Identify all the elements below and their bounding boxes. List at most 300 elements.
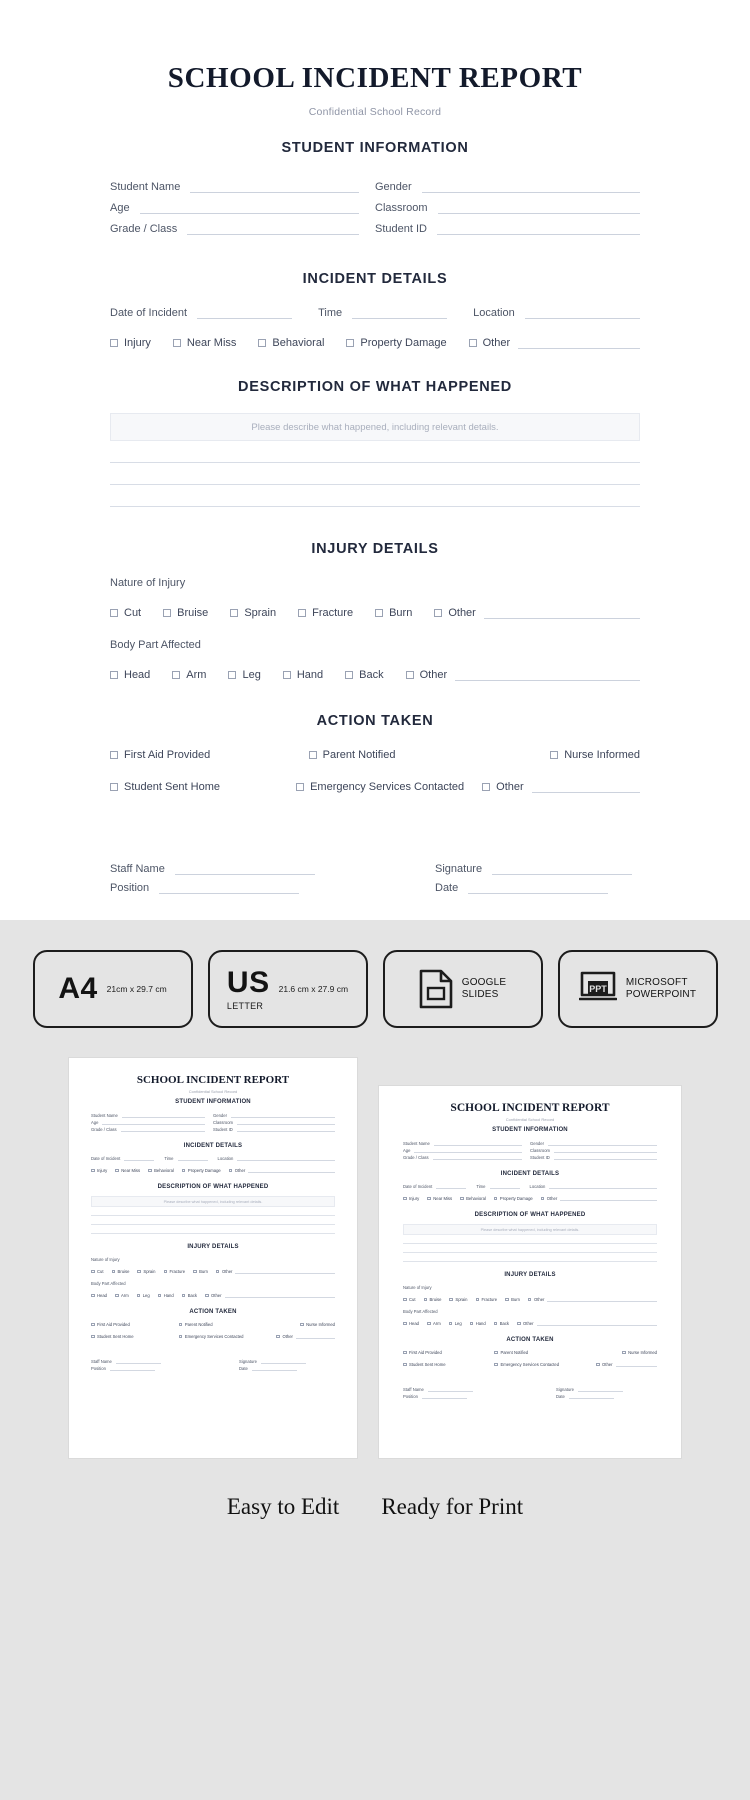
checkbox-label: Injury	[124, 337, 151, 349]
thumb-ruled-line	[403, 1244, 657, 1253]
thumb-checkbox-label: First Aid Provided	[97, 1322, 130, 1327]
checkbox-icon	[182, 1294, 186, 1298]
field-input-line[interactable]	[187, 223, 359, 235]
field-classroom[interactable]	[375, 197, 640, 214]
format-google-line2: SLIDES	[461, 989, 499, 1000]
thumb-line	[296, 1335, 335, 1339]
thumb-checkbox	[403, 1350, 494, 1355]
thumb-body-label: Body Part Affected	[403, 1309, 438, 1314]
thumb-checkbox	[494, 1362, 596, 1367]
thumb-field-label: Signature	[239, 1359, 257, 1364]
caption-easy-to-edit: Easy to Edit	[226, 1494, 340, 1519]
thumb-checkbox-other	[541, 1196, 657, 1201]
thumb-checkbox	[137, 1293, 150, 1298]
checkbox-label: Property Damage	[360, 337, 447, 349]
checkbox-icon	[460, 1197, 464, 1201]
feature-captions	[0, 1494, 750, 1520]
thumb-field	[530, 1139, 657, 1146]
field-label: Position	[110, 882, 150, 894]
signature-block	[110, 859, 640, 897]
description-ruled-line[interactable]	[110, 485, 640, 507]
thumb-checkbox	[115, 1168, 140, 1173]
checkbox-sprain[interactable]	[230, 607, 276, 619]
field-label: Date	[435, 882, 459, 894]
section-heading-injury: INJURY DETAILS	[311, 541, 439, 557]
page-title: SCHOOL INCIDENT REPORT	[167, 62, 583, 94]
nature-of-injury-label: Nature of Injury	[110, 577, 186, 589]
format-google-label	[462, 977, 507, 1002]
checkbox-other-group[interactable]	[469, 337, 511, 349]
thumb-field	[403, 1139, 522, 1146]
checkbox-label: Nurse Informed	[564, 749, 641, 761]
field-input-line[interactable]	[352, 307, 447, 319]
field-label: Location	[473, 307, 515, 319]
checkbox-icon[interactable]	[309, 751, 317, 759]
thumb-field	[91, 1118, 205, 1125]
checkbox-cut[interactable]	[110, 607, 141, 619]
powerpoint-badge-text: PPT	[589, 984, 607, 994]
thumb-checkbox-label: Fracture	[169, 1269, 186, 1274]
formats-section	[0, 920, 750, 1800]
field-student-id[interactable]	[375, 218, 640, 235]
description-ruled-line[interactable]	[110, 463, 640, 485]
thumb-checkbox	[182, 1293, 197, 1298]
thumb-action-row-1	[403, 1350, 657, 1355]
action-taken-row-2	[110, 781, 640, 793]
thumb-section-student: STUDENT INFORMATION	[492, 1127, 568, 1133]
thumb-checkbox-label: Emergency Services Contacted	[184, 1334, 244, 1339]
thumb-checkbox-label: Arm	[433, 1321, 441, 1326]
checkbox-label: Parent Notified	[322, 749, 396, 761]
field-input-line[interactable]	[484, 607, 640, 619]
thumb-checkbox-label: Other	[221, 1269, 233, 1274]
field-time[interactable]	[318, 307, 447, 319]
preview-thumbnail-us-letter[interactable]	[379, 1086, 681, 1458]
checkbox-arm[interactable]	[172, 669, 206, 681]
thumb-line	[436, 1185, 466, 1189]
checkbox-icon[interactable]	[110, 609, 118, 617]
incident-inline-fields	[110, 307, 640, 319]
thumb-line	[422, 1395, 467, 1399]
checkbox-action-other[interactable]	[482, 781, 640, 793]
thumb-section-action: ACTION TAKEN	[189, 1309, 237, 1315]
thumb-checkbox-label: Cut	[409, 1297, 416, 1302]
checkbox-icon[interactable]	[258, 339, 266, 347]
thumb-incident-inline	[403, 1184, 657, 1189]
thumb-ruled-line	[91, 1225, 335, 1234]
field-label: Date of Incident	[110, 307, 188, 319]
thumb-sig-left	[403, 1385, 530, 1399]
checkbox-icon[interactable]	[283, 671, 291, 679]
checkbox-burn[interactable]	[375, 607, 412, 619]
thumb-checkbox	[424, 1297, 442, 1302]
field-date[interactable]	[435, 878, 640, 894]
checkbox-icon	[112, 1270, 116, 1274]
thumb-field	[530, 1153, 657, 1160]
checkbox-icon[interactable]	[173, 339, 181, 347]
checkbox-label: Behavioral	[272, 337, 325, 349]
checkbox-nurse-informed[interactable]	[550, 749, 640, 761]
checkbox-label: Sprain	[244, 607, 277, 619]
thumb-checkbox-label: Student Sent Home	[97, 1334, 134, 1339]
preview-thumbnail-a4[interactable]	[69, 1058, 357, 1458]
checkbox-icon[interactable]	[406, 671, 414, 679]
checkbox-incident-other[interactable]	[469, 337, 640, 349]
thumb-field-label: Staff Name	[91, 1359, 112, 1364]
thumb-col-right	[213, 1111, 335, 1132]
format-us-name: US	[226, 965, 270, 999]
checkbox-parent-notified[interactable]	[309, 749, 396, 761]
thumb-field	[213, 1111, 335, 1118]
thumb-sig-right	[213, 1357, 335, 1371]
checkbox-icon[interactable]	[110, 751, 118, 759]
checkbox-icon	[427, 1197, 431, 1201]
checkbox-icon[interactable]	[296, 783, 304, 791]
thumb-checkbox	[158, 1293, 174, 1298]
thumb-field-label: Gender	[530, 1141, 544, 1146]
thumb-field	[556, 1392, 657, 1399]
thumb-line	[414, 1149, 522, 1153]
thumb-field-label: Staff Name	[403, 1387, 424, 1392]
thumb-checkbox	[449, 1297, 467, 1302]
thumb-checkbox-label: Hand	[163, 1293, 174, 1298]
format-badge-us-letter[interactable]	[208, 950, 368, 1028]
thumb-checkbox-label: Hand	[475, 1321, 486, 1326]
format-powerpoint-label	[626, 977, 696, 1002]
checkbox-injury[interactable]	[110, 337, 151, 349]
format-us-stack	[226, 965, 270, 1011]
student-fields-left-column	[110, 176, 375, 239]
checkbox-icon	[517, 1322, 521, 1326]
checkbox-icon	[494, 1322, 498, 1326]
thumb-checkbox	[403, 1321, 419, 1326]
thumb-field-label: Gender	[213, 1113, 227, 1118]
checkbox-icon[interactable]	[298, 609, 306, 617]
thumb-checkbox-label: Cut	[97, 1269, 104, 1274]
checkbox-icon[interactable]	[110, 671, 118, 679]
checkbox-icon[interactable]	[110, 783, 118, 791]
thumb-section-action: ACTION TAKEN	[506, 1337, 554, 1343]
thumb-checkbox	[193, 1269, 208, 1274]
thumb-checkbox-label: Bruise	[429, 1297, 442, 1302]
checkbox-label: Other	[496, 781, 524, 793]
format-a4-name: A4	[58, 972, 98, 1005]
checkbox-icon[interactable]	[346, 339, 354, 347]
thumb-field	[91, 1111, 205, 1118]
checkbox-icon	[91, 1294, 95, 1298]
thumb-ruled-line	[403, 1235, 657, 1244]
thumb-student-grid	[91, 1111, 335, 1132]
checkbox-icon[interactable]	[375, 609, 383, 617]
thumb-checkbox	[148, 1168, 174, 1173]
field-date-of-incident[interactable]	[110, 307, 292, 319]
thumb-line	[121, 1128, 205, 1132]
thumb-checkbox-label: Near Miss	[121, 1168, 141, 1173]
thumb-checkbox	[91, 1293, 107, 1298]
checkbox-icon[interactable]	[163, 609, 171, 617]
field-label: Age	[110, 202, 130, 214]
field-input-line[interactable]	[175, 863, 315, 875]
thumb-checkbox-label: Other	[533, 1297, 545, 1302]
format-badge-a4[interactable]	[33, 950, 193, 1028]
thumb-field-label: Student Name	[403, 1141, 430, 1146]
checkbox-leg[interactable]	[228, 669, 260, 681]
thumb-line	[237, 1121, 335, 1125]
thumb-checkbox	[427, 1196, 452, 1201]
thumb-checkbox-label: Behavioral	[466, 1196, 486, 1201]
field-signature[interactable]	[435, 859, 640, 875]
checkbox-icon	[91, 1323, 95, 1327]
checkbox-icon[interactable]	[172, 671, 180, 679]
checkbox-other-group[interactable]	[482, 781, 524, 793]
thumb-line	[122, 1114, 205, 1118]
thumb-action-row-2	[403, 1362, 657, 1367]
action-col-3	[482, 781, 640, 793]
description-ruled-line[interactable]	[110, 441, 640, 463]
checkbox-icon[interactable]	[434, 609, 442, 617]
format-ppt-line1: MICROSOFT	[625, 976, 688, 988]
action-col-3	[463, 749, 640, 761]
document-subtitle: Confidential School Record	[308, 106, 442, 118]
description-textarea[interactable]	[110, 413, 640, 441]
thumb-field-label: Grade / Class	[91, 1127, 117, 1132]
thumb-line	[124, 1157, 154, 1161]
body-part-affected-label: Body Part Affected	[110, 639, 201, 651]
thumb-field	[403, 1146, 522, 1153]
section-heading-description: DESCRIPTION OF WHAT HAPPENED	[238, 379, 512, 395]
checkbox-icon	[494, 1351, 498, 1355]
thumb-field-label: Time	[164, 1156, 174, 1161]
checkbox-icon	[449, 1298, 453, 1302]
checkbox-property-damage[interactable]	[346, 337, 446, 349]
thumb-checkbox-label: Nurse Informed	[628, 1350, 657, 1355]
checkbox-near-miss[interactable]	[173, 337, 237, 349]
thumb-line	[547, 1298, 657, 1302]
format-google-line1: GOOGLE	[461, 976, 507, 988]
thumb-nature-label: Nature of Injury	[91, 1257, 120, 1262]
action-col-1	[110, 781, 296, 793]
checkbox-other-group[interactable]	[434, 607, 476, 619]
thumb-field-label: Position	[91, 1366, 106, 1371]
thumb-checkbox-other	[528, 1297, 657, 1302]
field-input-line[interactable]	[438, 202, 640, 214]
checkbox-icon[interactable]	[469, 339, 477, 347]
checkbox-icon	[115, 1169, 119, 1173]
field-input-line[interactable]	[197, 307, 292, 319]
field-student-name[interactable]	[110, 176, 359, 193]
checkbox-behavioral[interactable]	[258, 337, 324, 349]
checkbox-back[interactable]	[345, 669, 383, 681]
field-gender[interactable]	[375, 176, 640, 193]
thumb-line	[428, 1388, 473, 1392]
thumb-section-description: DESCRIPTION OF WHAT HAPPENED	[474, 1212, 586, 1218]
thumb-checkbox-label: Leg	[454, 1321, 462, 1326]
thumb-field	[530, 1146, 657, 1153]
field-input-line[interactable]	[190, 181, 359, 193]
checkbox-icon	[424, 1298, 428, 1302]
field-input-line[interactable]	[492, 863, 632, 875]
field-position[interactable]	[110, 878, 375, 894]
checkbox-label: Other	[482, 337, 511, 349]
thumb-section-student: STUDENT INFORMATION	[175, 1099, 251, 1105]
thumb-checkbox-label: Behavioral	[154, 1168, 174, 1173]
thumb-checkbox-label: Other	[234, 1168, 246, 1173]
thumb-field-label: Classroom	[213, 1120, 234, 1125]
checkbox-icon	[148, 1169, 152, 1173]
thumb-line	[235, 1270, 335, 1274]
thumb-checkbox-label: Other	[282, 1334, 293, 1339]
field-label: Signature	[435, 863, 483, 875]
thumb-field-label: Location	[217, 1156, 234, 1161]
checkbox-body-other[interactable]	[406, 669, 640, 681]
field-input-line[interactable]	[468, 882, 608, 894]
checkbox-icon	[91, 1270, 95, 1274]
checkbox-label: Fracture	[312, 607, 354, 619]
thumb-description-placeholder: Please describe what happened, including relevant details.	[163, 1199, 263, 1204]
thumb-description-box	[403, 1224, 657, 1235]
thumb-checkbox-label: Parent Notified	[500, 1350, 529, 1355]
thumb-checkbox	[182, 1168, 221, 1173]
checkbox-label: Other	[419, 669, 448, 681]
checkbox-other-group[interactable]	[406, 669, 448, 681]
checkbox-label: Arm	[186, 669, 207, 681]
checkbox-icon	[205, 1294, 209, 1298]
thumb-checkbox-label: Property Damage	[187, 1168, 221, 1173]
field-input-line[interactable]	[140, 202, 359, 214]
thumb-line	[116, 1360, 161, 1364]
thumb-line	[490, 1185, 520, 1189]
checkbox-icon[interactable]	[482, 783, 490, 791]
checkbox-icon[interactable]	[550, 751, 558, 759]
thumb-checkbox	[494, 1321, 509, 1326]
thumb-field	[403, 1153, 522, 1160]
checkbox-icon	[427, 1322, 431, 1326]
thumb-field-label: Date	[239, 1366, 248, 1371]
field-age[interactable]	[110, 197, 359, 214]
field-staff-name[interactable]	[110, 859, 375, 875]
nature-of-injury-checkbox-row	[110, 607, 640, 619]
thumb-field	[91, 1125, 205, 1132]
section-heading-student: STUDENT INFORMATION	[281, 140, 469, 156]
thumb-checkbox-label: First Aid Provided	[409, 1350, 442, 1355]
field-grade-class[interactable]	[110, 218, 359, 235]
checkbox-icon	[505, 1298, 509, 1302]
field-input-line[interactable]	[455, 669, 640, 681]
signature-left-column	[110, 859, 375, 897]
thumb-checkbox	[112, 1269, 130, 1274]
checkbox-icon	[476, 1298, 480, 1302]
thumb-line	[110, 1367, 155, 1371]
checkbox-icon	[91, 1335, 95, 1339]
checkbox-nature-other[interactable]	[434, 607, 640, 619]
thumb-checkbox-other	[229, 1168, 335, 1173]
field-input-line[interactable]	[532, 781, 640, 793]
thumb-checkbox	[179, 1322, 277, 1327]
checkbox-label: Near Miss	[186, 337, 237, 349]
checkbox-label: Other	[448, 607, 476, 619]
checkbox-icon	[403, 1298, 407, 1302]
checkbox-icon[interactable]	[228, 671, 236, 679]
thumb-body-row	[403, 1321, 657, 1326]
checkbox-icon[interactable]	[345, 671, 353, 679]
thumb-checkbox-label: Leg	[142, 1293, 150, 1298]
thumb-field-label: Position	[403, 1394, 418, 1399]
field-input-line[interactable]	[159, 882, 299, 894]
field-input-line[interactable]	[518, 337, 640, 349]
field-location[interactable]	[473, 307, 640, 319]
checkbox-hand[interactable]	[283, 669, 323, 681]
thumb-line	[178, 1157, 208, 1161]
field-input-line[interactable]	[437, 223, 640, 235]
format-badge-google-slides[interactable]	[383, 950, 543, 1028]
thumb-checkbox-label: Back	[499, 1321, 510, 1326]
thumb-action-row-1	[91, 1322, 335, 1327]
format-badge-powerpoint[interactable]	[558, 950, 718, 1028]
thumb-line	[225, 1294, 335, 1298]
checkbox-icon	[470, 1322, 474, 1326]
thumb-line	[548, 1142, 657, 1146]
checkbox-icon	[494, 1363, 498, 1367]
thumb-description-placeholder: Please describe what happened, including relevant details.	[480, 1227, 580, 1232]
thumb-field-label: Grade / Class	[403, 1155, 429, 1160]
thumb-checkbox	[403, 1362, 494, 1367]
thumb-checkbox-label: Other	[523, 1321, 534, 1326]
checkbox-icon[interactable]	[110, 339, 118, 347]
checkbox-icon	[229, 1169, 233, 1173]
thumb-checkbox-label: Sprain	[143, 1269, 156, 1274]
action-taken-row-1	[110, 749, 640, 761]
checkbox-icon	[403, 1322, 407, 1326]
thumb-checkbox	[449, 1321, 462, 1326]
checkbox-student-sent-home[interactable]	[110, 781, 220, 793]
thumb-field-label: Student ID	[530, 1155, 550, 1160]
thumb-field	[213, 1125, 335, 1132]
thumb-line	[434, 1142, 522, 1146]
thumb-checkbox-label: Other	[211, 1293, 222, 1298]
checkbox-head[interactable]	[110, 669, 150, 681]
thumb-ruled-line	[91, 1216, 335, 1225]
thumb-ruled-line	[403, 1253, 657, 1262]
thumb-field-label: Date of Incident	[403, 1184, 433, 1189]
thumb-checkbox	[622, 1350, 657, 1355]
thumb-section-injury: INJURY DETAILS	[504, 1272, 556, 1278]
checkbox-icon	[91, 1169, 95, 1173]
checkbox-fracture[interactable]	[298, 607, 353, 619]
checkbox-emergency-services-contacted[interactable]	[296, 781, 464, 793]
signature-right-column	[375, 859, 640, 897]
checkbox-bruise[interactable]	[163, 607, 208, 619]
field-input-line[interactable]	[525, 307, 640, 319]
checkbox-first-aid-provided[interactable]	[110, 749, 210, 761]
format-us-sub: LETTER	[226, 1000, 264, 1011]
checkbox-icon	[179, 1323, 183, 1327]
checkbox-label: Leg	[242, 669, 261, 681]
field-label: Time	[318, 307, 343, 319]
powerpoint-icon	[579, 969, 617, 1009]
thumb-checkbox	[164, 1269, 186, 1274]
thumb-checkbox	[300, 1322, 335, 1327]
checkbox-label: First Aid Provided	[124, 749, 211, 761]
thumb-line	[252, 1367, 297, 1371]
thumb-checkbox	[460, 1196, 486, 1201]
thumb-checkbox-label: Burn	[199, 1269, 208, 1274]
checkbox-icon[interactable]	[230, 609, 238, 617]
thumb-col-left	[91, 1111, 213, 1132]
field-label: Staff Name	[110, 863, 165, 875]
thumb-checkbox-label: Student Sent Home	[409, 1362, 446, 1367]
section-heading-action: ACTION TAKEN	[316, 713, 434, 729]
field-input-line[interactable]	[422, 181, 640, 193]
